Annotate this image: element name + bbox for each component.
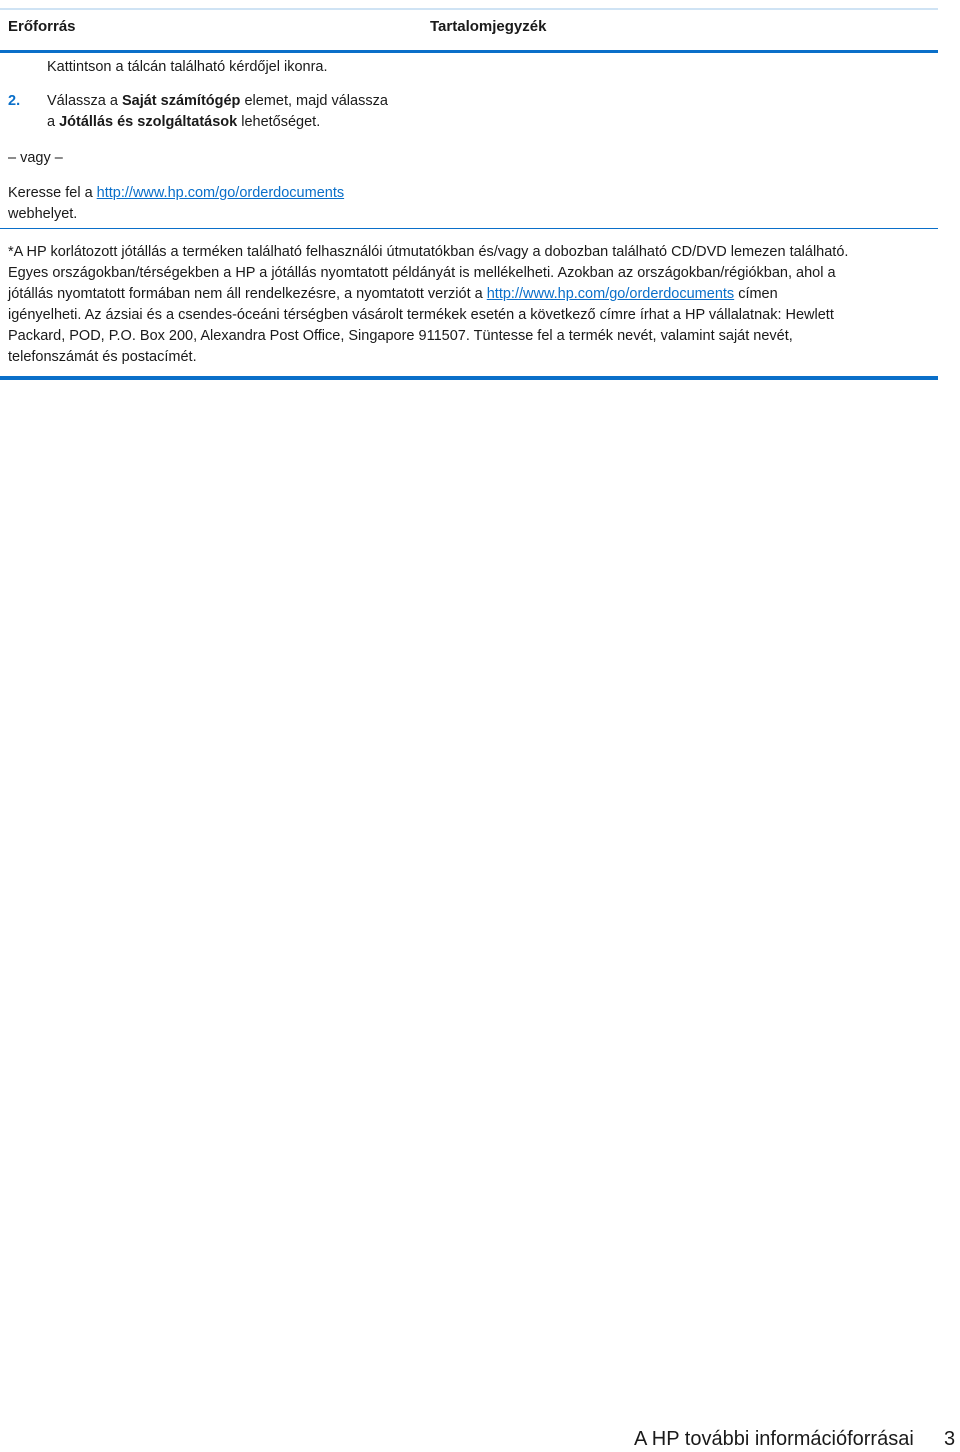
- note-line-6: telefonszámát és postacímét.: [8, 349, 197, 365]
- step-2-mid: elemet, majd válassza: [240, 93, 388, 109]
- note-line-2: Egyes országokban/térségekben a HP a jótállás nyomtatott példányát is mellékelheti. Azokban az országokban/régiókban, ahol a: [8, 265, 836, 281]
- note-orderdocuments-link[interactable]: http://www.hp.com/go/orderdocuments: [486, 286, 735, 302]
- note-line-4: igényelheti. Az ázsiai és a csendes-óceáni térségben vásárolt termékek esetén a következő címre írhat a HP vállalatnak: Hewlett: [8, 307, 834, 323]
- step-2-pre: Válassza a: [47, 93, 122, 109]
- note-line-3-post: címen: [734, 286, 778, 302]
- note-line-3-pre: jótállás nyomtatott formában nem áll rendelkezésre, a nyomtatott verziót a: [8, 286, 487, 302]
- search-text: [8, 183, 344, 204]
- step-2-bold-my-computer: Saját számítógép: [121, 93, 241, 109]
- row-divider: [0, 228, 938, 229]
- warranty-note: [8, 242, 928, 368]
- step-2-line2-pre: a: [47, 114, 60, 130]
- orderdocuments-link[interactable]: http://www.hp.com/go/orderdocuments: [96, 185, 345, 201]
- step-2-bold-warranty: Jótállás és szolgáltatások: [59, 114, 238, 130]
- step-2-text: [47, 91, 388, 112]
- header-bottom-rule: [0, 50, 938, 53]
- table-header: [0, 6, 938, 46]
- note-line-1: *A HP korlátozott jótállás a terméken található felhasználói útmutatókban és/vagy a dobozban található CD/DVD lemezen található.: [8, 244, 849, 260]
- page-number: 3: [944, 1428, 956, 1450]
- step-2-line2-post: lehetőséget.: [237, 114, 321, 130]
- step-2-text-line2: [47, 112, 320, 133]
- step-1-text: Kattintson a tálcán található kérdőjel ikonra.: [47, 59, 328, 75]
- note-line-5: Packard, POD, P.O. Box 200, Alexandra Post Office, Singapore 911507. Tüntesse fel a termék nevét, valamint saját nevét,: [8, 328, 793, 344]
- or-separator-text: – vagy –: [8, 150, 63, 166]
- header-top-rule: [0, 8, 938, 10]
- footer-title: A HP további információforrásai: [634, 1428, 914, 1450]
- step-2-number: 2.: [8, 93, 21, 109]
- table-bottom-rule: [0, 376, 938, 380]
- column-header-contents: Tartalomjegyzék: [430, 18, 547, 35]
- search-text-line2: webhelyet.: [8, 206, 78, 222]
- note-line-3: [8, 284, 928, 305]
- search-pre: Keresse fel a: [8, 185, 97, 201]
- column-header-resource: Erőforrás: [8, 18, 76, 35]
